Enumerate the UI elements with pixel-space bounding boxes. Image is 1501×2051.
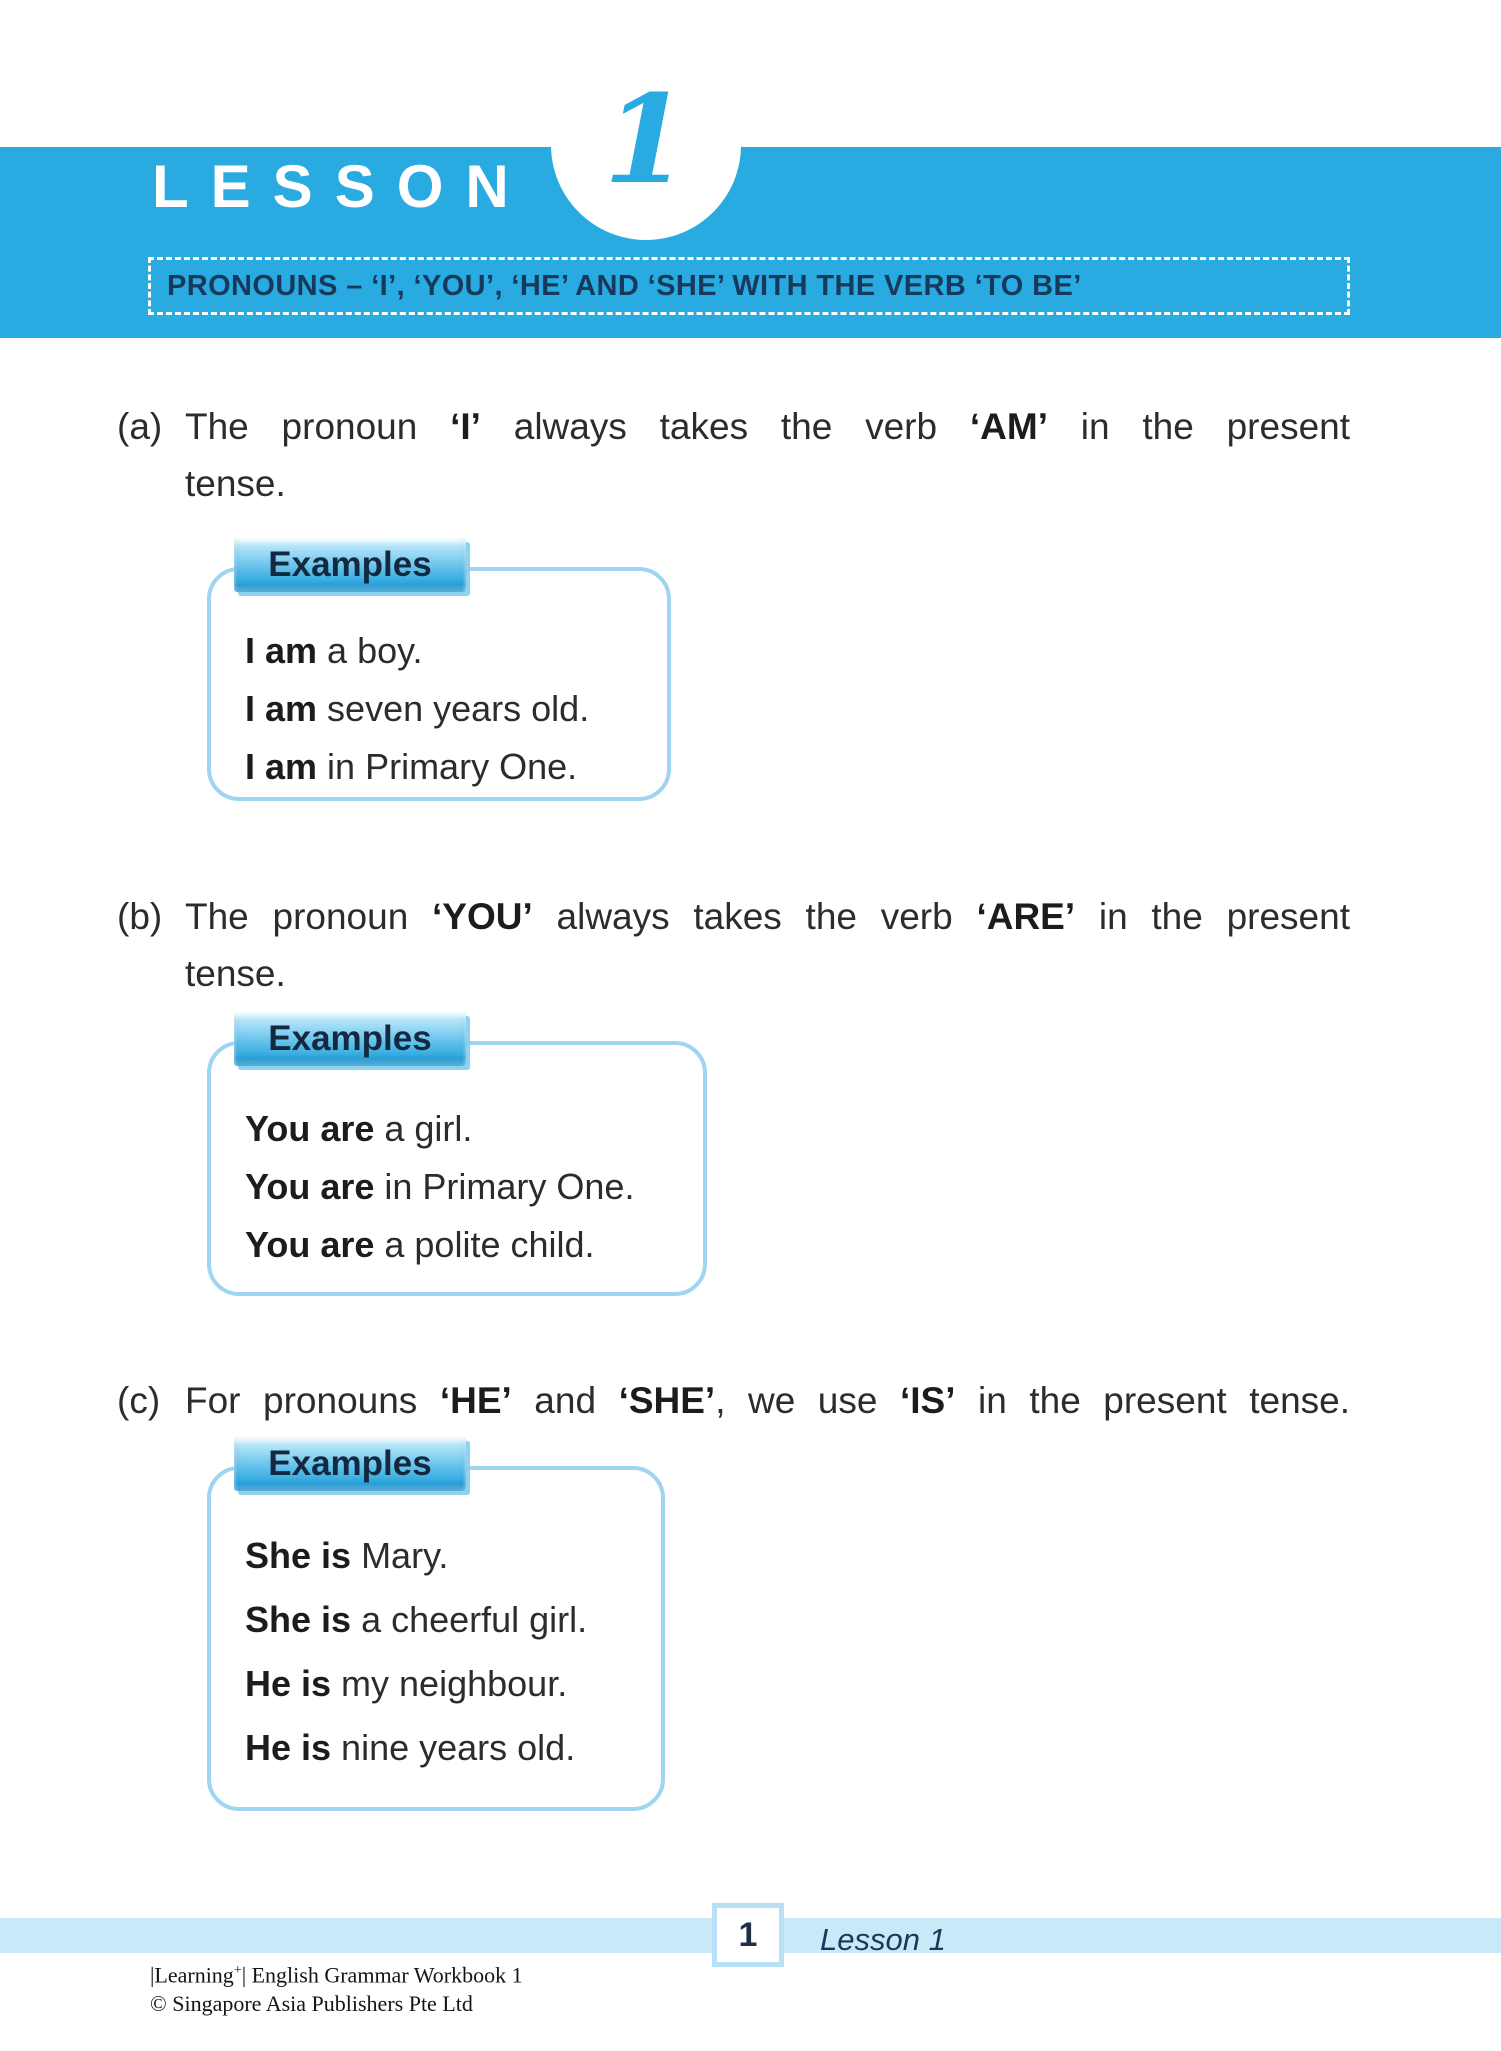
text-run-bold: He is bbox=[245, 1727, 332, 1768]
example-line bbox=[245, 1100, 634, 1158]
text-run: The pronoun bbox=[185, 896, 433, 937]
examples-label: Examples bbox=[268, 1019, 432, 1058]
lesson-title-box bbox=[148, 257, 1350, 315]
section-b-examples-ribbon bbox=[234, 1012, 466, 1066]
text-run: For pronouns bbox=[185, 1380, 440, 1421]
text-run: The pronoun bbox=[185, 406, 451, 447]
lesson-number: 1 bbox=[603, 67, 689, 211]
section-b-label: (b) bbox=[117, 896, 163, 937]
text-run-bold: I am bbox=[245, 688, 318, 729]
text-run-bold: ‘HE’ bbox=[439, 1380, 512, 1421]
section-b-paragraph bbox=[185, 888, 1350, 1002]
text-run-bold: ‘YOU’ bbox=[432, 896, 533, 937]
text-run: a polite child. bbox=[374, 1224, 595, 1265]
section-b-line2: tense. bbox=[185, 953, 286, 994]
section-a-line1 bbox=[185, 398, 1350, 455]
text-run-bold: She is bbox=[245, 1599, 352, 1640]
text-run: in the present bbox=[1075, 896, 1350, 937]
lesson-label: LESSON bbox=[152, 153, 531, 220]
section-a-label: (a) bbox=[117, 406, 163, 447]
section-b-line1 bbox=[185, 888, 1350, 945]
text-run: nine years old. bbox=[331, 1727, 576, 1768]
footer-credit bbox=[150, 1956, 523, 2018]
text-run-bold: He is bbox=[245, 1663, 332, 1704]
text-run: my neighbour. bbox=[331, 1663, 568, 1704]
example-line bbox=[245, 1158, 634, 1216]
text-run-bold: You are bbox=[245, 1108, 375, 1149]
section-c-label: (c) bbox=[117, 1380, 161, 1421]
text-run: , we use bbox=[715, 1380, 900, 1421]
text-run: seven years old. bbox=[317, 688, 590, 729]
section-b-example-lines bbox=[245, 1100, 634, 1274]
lesson-title: PRONOUNS – ‘I’, ‘YOU’, ‘HE’ AND ‘SHE’ WITH THE VERB ‘TO BE’ bbox=[167, 269, 1082, 302]
example-line bbox=[245, 1524, 587, 1588]
section-a-line2: tense. bbox=[185, 463, 286, 504]
text-run: always takes the verb bbox=[532, 896, 977, 937]
section-a-examples-ribbon bbox=[234, 538, 466, 592]
copyright-line: © Singapore Asia Publishers Pte Ltd bbox=[150, 1991, 473, 2017]
text-run-bold: You are bbox=[245, 1224, 375, 1265]
text-run: a cheerful girl. bbox=[351, 1599, 588, 1640]
section-a-paragraph bbox=[185, 398, 1350, 512]
examples-label: Examples bbox=[268, 1444, 432, 1483]
section-c-example-lines bbox=[245, 1524, 587, 1780]
section-a-example-lines bbox=[245, 622, 589, 796]
section-c-paragraph bbox=[185, 1372, 1350, 1429]
text-run-bold: She is bbox=[245, 1535, 352, 1576]
examples-label: Examples bbox=[268, 545, 432, 584]
text-run: always takes the verb bbox=[480, 406, 970, 447]
example-line bbox=[245, 1216, 634, 1274]
text-run: in Primary One. bbox=[317, 746, 578, 787]
example-line bbox=[245, 1652, 587, 1716]
text-run: |Learning bbox=[150, 1962, 234, 1988]
section-c-examples-ribbon bbox=[234, 1437, 466, 1491]
footer-lesson-label: Lesson 1 bbox=[820, 1922, 946, 1957]
credit-line bbox=[150, 1956, 523, 1989]
text-run-bold: I am bbox=[245, 630, 318, 671]
text-run-bold: ‘I’ bbox=[450, 406, 481, 447]
example-line bbox=[245, 680, 589, 738]
example-line bbox=[245, 622, 589, 680]
text-run-bold: I am bbox=[245, 746, 318, 787]
example-line bbox=[245, 738, 589, 796]
text-run: + bbox=[233, 1963, 242, 1978]
example-line bbox=[245, 1716, 587, 1780]
example-line bbox=[245, 1588, 587, 1652]
text-run: | English Grammar Workbook 1 bbox=[241, 1962, 523, 1988]
text-run-bold: ‘IS’ bbox=[899, 1380, 956, 1421]
text-run: a boy. bbox=[317, 630, 423, 671]
section-c-line1 bbox=[185, 1372, 1350, 1429]
text-run: in the present bbox=[1047, 406, 1351, 447]
text-run-bold: ‘AM’ bbox=[969, 406, 1048, 447]
text-run: a girl. bbox=[374, 1108, 473, 1149]
text-run-bold: ‘ARE’ bbox=[976, 896, 1076, 937]
text-run: in Primary One. bbox=[374, 1166, 635, 1207]
text-run: in the present tense. bbox=[955, 1380, 1351, 1421]
page-number: 1 bbox=[738, 1915, 758, 1954]
text-run: and bbox=[511, 1380, 619, 1421]
text-run: Mary. bbox=[351, 1535, 449, 1576]
text-run-bold: ‘SHE’ bbox=[618, 1380, 716, 1421]
text-run-bold: You are bbox=[245, 1166, 375, 1207]
page-number-box bbox=[712, 1903, 784, 1967]
